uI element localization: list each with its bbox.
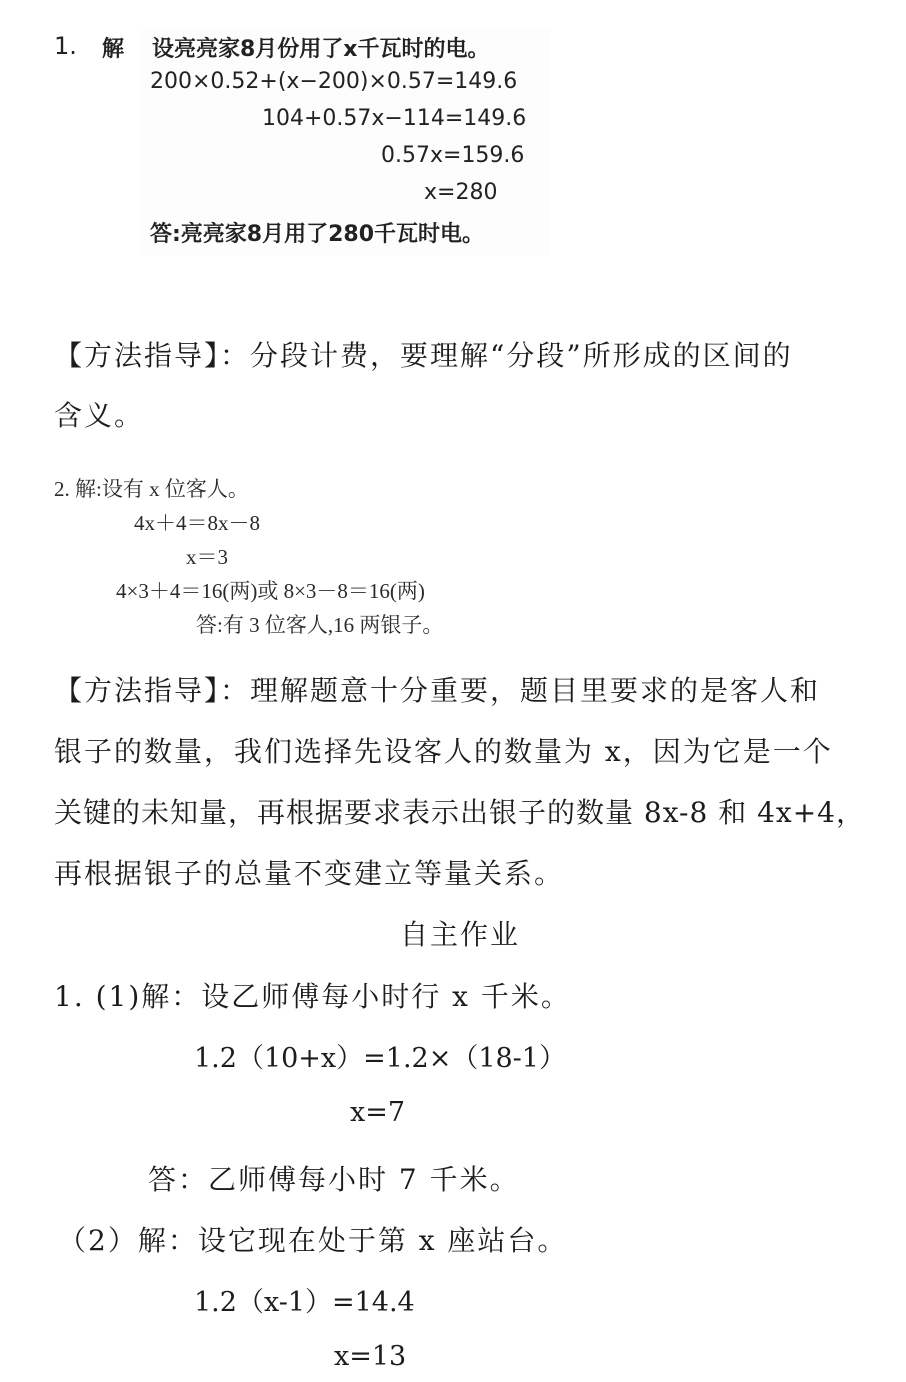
method-guide-1-line-1: 【方法指导】：分段计费，要理解“分段”所形成的区间的 <box>54 339 793 372</box>
method-guide-2-line-2: 银子的数量，我们选择先设客人的数量为 x，因为它是一个 <box>54 735 833 768</box>
problem-1-equation-3: 0.57x=159.6 <box>381 143 525 168</box>
problem-2-equation-2: x＝3 <box>186 545 228 569</box>
problem-2-setup: 2. 解:设有 x 位客人。 <box>54 477 249 501</box>
homework-title: 自主作业 <box>400 918 521 951</box>
problem-2-equation-3: 4×3＋4＝16(两)或 8×3－8＝16(两) <box>116 579 425 603</box>
problem-1-equation-1: 200×0.52+(x−200)×0.57=149.6 <box>150 69 518 94</box>
homework-1-2-equation-1: 1.2（x-1）=14.4 <box>194 1287 415 1318</box>
method-guide-2-line-1: 【方法指导】：理解题意十分重要，题目里要求的是客人和 <box>54 674 821 707</box>
problem-1-setup: 设亮亮家8月份用了x千瓦时的电。 <box>152 37 490 62</box>
homework-1-1-answer: 答：乙师傅每小时 7 千米。 <box>148 1163 520 1196</box>
homework-1-2-setup: （2）解：设它现在处于第 x 座站台。 <box>58 1224 568 1257</box>
homework-1-2-equation-2: x=13 <box>334 1341 407 1372</box>
method-guide-2-line-4: 再根据银子的总量不变建立等量关系。 <box>54 857 565 890</box>
problem-2-equation-1: 4x＋4＝8x－8 <box>134 511 260 535</box>
problem-2-answer: 答:有 3 位客人,16 两银子。 <box>196 613 444 637</box>
problem-1-equation-4: x=280 <box>424 180 498 205</box>
homework-1-1-equation-2: x=7 <box>350 1097 406 1128</box>
homework-1-1-setup: 1. (1)解：设乙师傅每小时行 x 千米。 <box>54 980 571 1013</box>
method-guide-2-line-3: 关键的未知量，再根据要求表示出银子的数量 8x-8 和 4x+4， <box>54 796 865 829</box>
homework-1-1-equation-1: 1.2（10+x）=1.2×（18-1） <box>194 1043 566 1074</box>
problem-1-solve-label: 解 <box>102 37 125 62</box>
problem-1-answer: 答:亮亮家8月用了280千瓦时电。 <box>150 222 485 247</box>
problem-1-equation-2: 104+0.57x−114=149.6 <box>262 106 527 131</box>
problem-1-number: 1. <box>54 32 77 60</box>
method-guide-1-line-2: 含义。 <box>54 399 145 432</box>
